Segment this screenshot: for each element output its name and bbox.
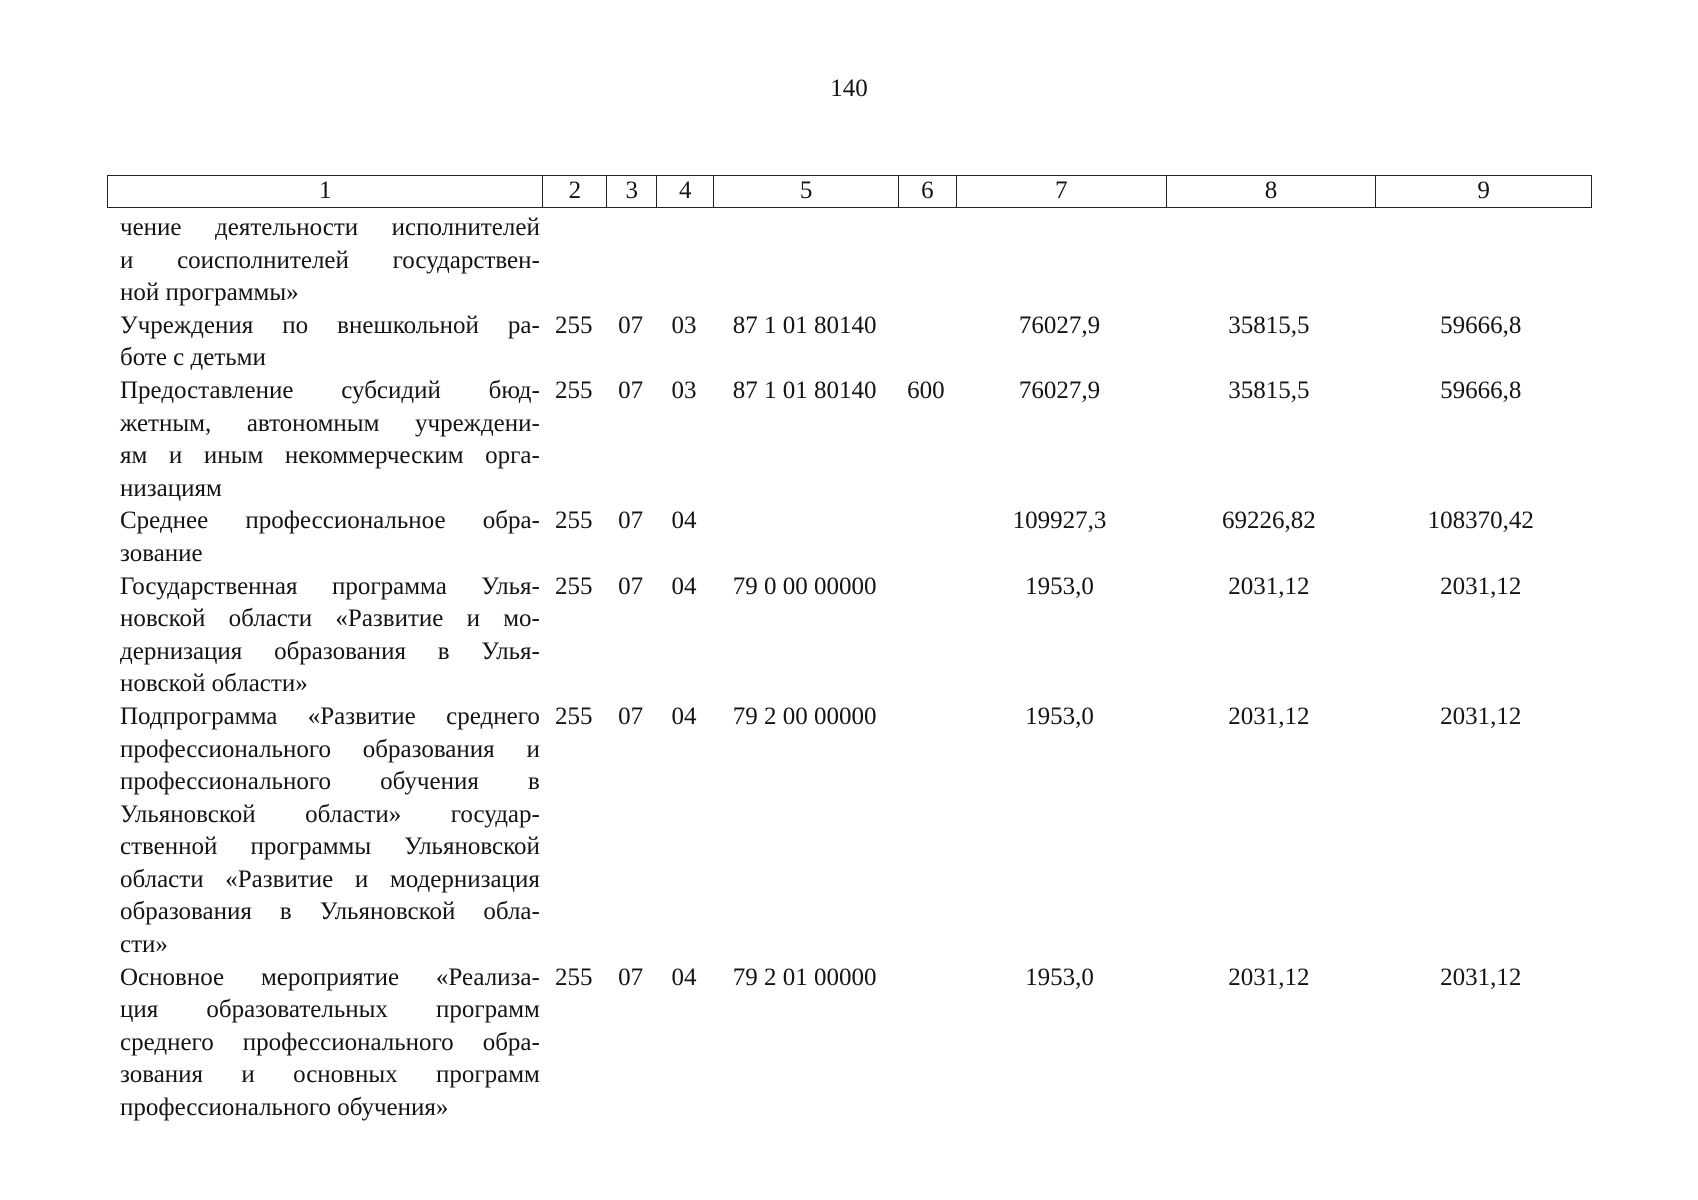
row-cell-6 — [897, 701, 955, 962]
row-name-line: профессионального обучения в — [120, 768, 540, 796]
header-col-9: 9 — [1477, 177, 1490, 204]
row-cell-6 — [897, 571, 955, 701]
row-name-line: профессионального обучения» — [120, 1094, 449, 1122]
row-cell-2: 255 — [555, 963, 593, 991]
row-cell-5: 79 2 00 00000 — [732, 702, 877, 730]
row-cell-9: 2031,12 — [1440, 702, 1522, 730]
row-name-line: Ульяновской области» государ- — [120, 800, 540, 828]
row-name-line: профессионального образования и — [120, 735, 540, 763]
row-name-line: зования и основных программ — [120, 1061, 540, 1089]
row-name-line: Государственная программа Улья- — [120, 572, 540, 600]
table-row — [107, 571, 1592, 701]
row-name-line: дернизация образования в Улья- — [120, 637, 540, 665]
row-cell-5: 87 1 01 80140 — [732, 376, 877, 404]
row-cell-9: 59666,8 — [1440, 376, 1522, 404]
row-name-cell — [107, 310, 542, 375]
row-name-line: Основное мероприятие «Реализа- — [120, 963, 540, 991]
row-name-line: Подпрограмма «Развитие среднего — [120, 702, 540, 730]
row-cell-8: 35815,5 — [1228, 376, 1310, 404]
header-col-3: 3 — [607, 176, 657, 207]
row-cell-7: 76027,9 — [1018, 311, 1101, 339]
table-row — [107, 310, 1592, 375]
row-name-line: Учреждения по внешкольной ра- — [120, 311, 540, 339]
row-cell-7: 1953,0 — [1025, 702, 1094, 730]
row-cell-2: 255 — [555, 507, 593, 535]
row-cell-8: 2031,12 — [1228, 963, 1310, 991]
row-cell-5 — [712, 212, 897, 310]
row-cell-6 — [897, 310, 955, 375]
row-name-line: ственной программы Ульяновской — [120, 833, 540, 861]
row-name-line: зование — [120, 539, 203, 567]
row-cell-3: 07 — [618, 963, 644, 991]
row-cell-9: 2031,12 — [1440, 963, 1522, 991]
table-body — [107, 212, 1592, 1125]
row-cell-4 — [656, 212, 713, 310]
row-name-line: ной программы» — [120, 279, 299, 307]
row-name-cell — [107, 375, 542, 505]
row-cell-2: 255 — [555, 311, 593, 339]
row-cell-7 — [955, 212, 1164, 310]
row-cell-6 — [897, 505, 955, 570]
row-name-line: новской области» — [120, 670, 308, 698]
row-cell-3: 07 — [618, 572, 644, 600]
row-name-line: и соисполнителей государствен- — [120, 246, 540, 274]
row-cell-3: 07 — [618, 376, 644, 404]
header-col-1: 1 — [108, 176, 543, 207]
row-name-line: боте с детьми — [120, 344, 266, 372]
row-cell-9: 108370,42 — [1427, 507, 1534, 535]
row-cell-6 — [897, 212, 955, 310]
header-col-8: 8 — [1167, 176, 1377, 207]
table-row — [107, 962, 1592, 1125]
row-cell-5: 87 1 01 80140 — [732, 311, 877, 339]
row-cell-3: 07 — [618, 311, 644, 339]
row-cell-6: 600 — [907, 376, 945, 404]
row-cell-8 — [1164, 212, 1373, 310]
page-number: 140 — [830, 75, 868, 102]
header-col-6: 6 — [899, 176, 957, 207]
row-cell-4: 03 — [671, 376, 697, 404]
row-cell-3: 07 — [618, 507, 644, 535]
header-col-4: 4 — [657, 176, 714, 207]
table-row — [107, 701, 1592, 962]
row-cell-8: 35815,5 — [1228, 311, 1310, 339]
row-cell-5: 79 0 00 00000 — [732, 572, 877, 600]
row-cell-7: 1953,0 — [1025, 572, 1094, 600]
table-row — [107, 212, 1592, 310]
row-cell-5: 79 2 01 00000 — [732, 963, 877, 991]
row-name-line: ям и иным некоммерческим орга- — [120, 442, 540, 470]
table-header — [107, 175, 1592, 208]
row-cell-2: 255 — [555, 572, 593, 600]
row-cell-2 — [542, 212, 606, 310]
row-name-cell — [107, 701, 542, 962]
row-cell-8: 69226,82 — [1221, 507, 1316, 535]
row-cell-4: 04 — [671, 702, 697, 730]
row-cell-7: 76027,9 — [1018, 376, 1101, 404]
row-cell-2: 255 — [555, 376, 593, 404]
row-cell-5 — [712, 505, 897, 570]
row-name-line: области «Развитие и модернизация — [120, 865, 540, 893]
row-name-line: жетным, автономным учреждени- — [120, 409, 540, 437]
row-cell-9 — [1374, 212, 1592, 310]
row-cell-7: 109927,3 — [1012, 507, 1107, 535]
row-name-cell — [107, 571, 542, 701]
row-name-cell — [107, 212, 542, 310]
row-cell-4: 04 — [671, 572, 697, 600]
row-name-line: новской области «Развитие и мо- — [120, 605, 540, 633]
row-name-line: сти» — [120, 931, 168, 959]
row-cell-8: 2031,12 — [1228, 572, 1310, 600]
row-cell-3: 07 — [618, 702, 644, 730]
row-name-line: образования в Ульяновской обла- — [120, 898, 540, 926]
row-cell-7: 1953,0 — [1025, 963, 1094, 991]
row-name-line: низациям — [120, 474, 222, 502]
row-cell-8: 2031,12 — [1228, 702, 1310, 730]
table-row — [107, 375, 1592, 505]
header-col-7: 7 — [957, 176, 1167, 207]
row-name-line: среднего профессионального обра- — [120, 1028, 540, 1056]
header-col-5: 5 — [714, 176, 899, 207]
table-row — [107, 505, 1592, 570]
row-cell-6 — [897, 962, 955, 1125]
row-cell-4: 04 — [671, 963, 697, 991]
row-cell-9: 2031,12 — [1440, 572, 1522, 600]
row-cell-9: 59666,8 — [1440, 311, 1522, 339]
row-name-line: Среднее профессиональное обра- — [120, 507, 540, 535]
header-col-2: 2 — [543, 176, 607, 207]
row-name-line: чение деятельности исполнителей — [120, 214, 540, 241]
row-name-cell — [107, 505, 542, 570]
row-name-cell — [107, 962, 542, 1125]
row-name-line: Предоставление субсидий бюд- — [120, 376, 540, 404]
row-cell-4: 03 — [671, 311, 697, 339]
row-cell-2: 255 — [555, 702, 593, 730]
row-name-line: ция образовательных программ — [120, 996, 540, 1024]
row-cell-4: 04 — [671, 507, 697, 535]
row-cell-3 — [606, 212, 656, 310]
